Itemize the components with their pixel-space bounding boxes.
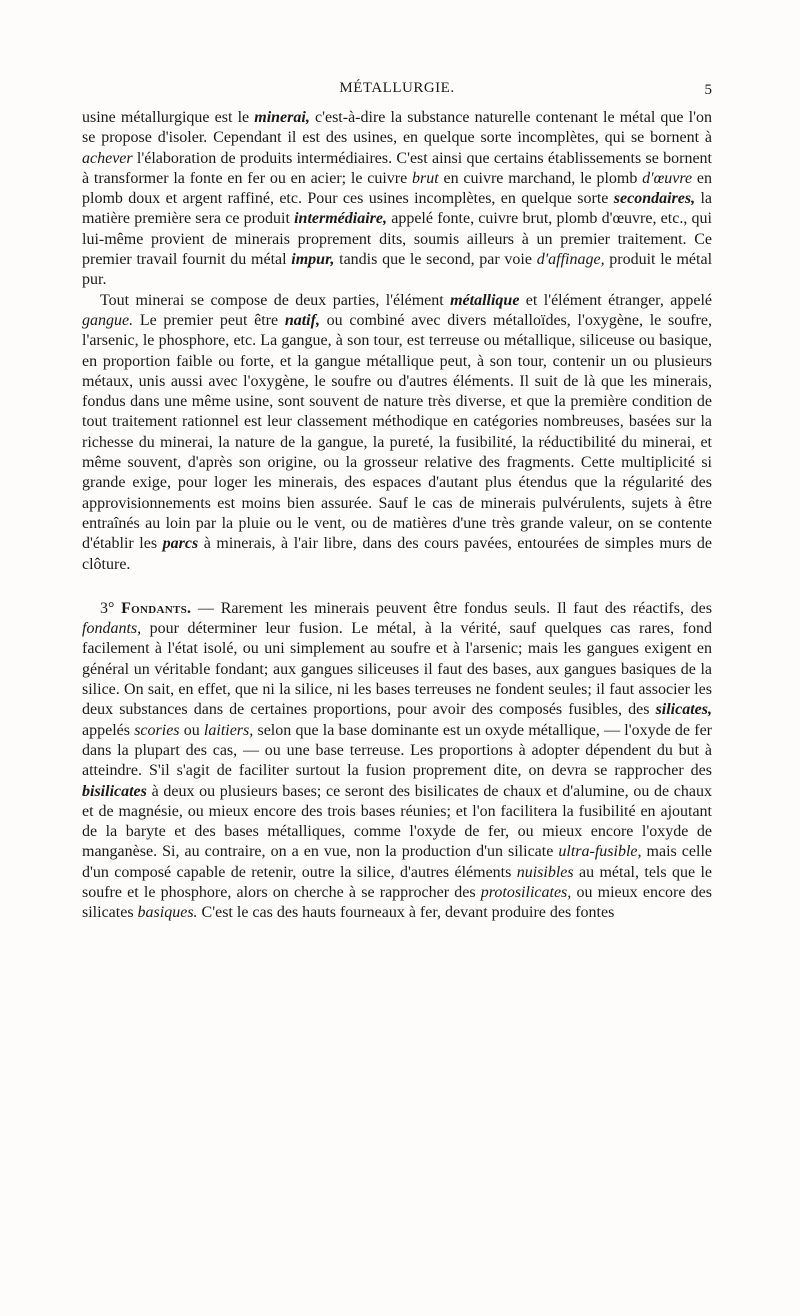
page-number: 5 xyxy=(704,82,712,98)
italic-term: fondants, xyxy=(82,620,142,638)
text-run: — Rarement les minerais peuvent être fondus seuls. Il faut des réactifs, des xyxy=(191,599,712,617)
section-heading: Fondants. xyxy=(121,599,192,617)
text-run: à minerais, à l'air libre, dans des cours pavées, entourées de simples murs de clôture. xyxy=(82,535,713,573)
text-run: mais celle d'un composé capable de retenir, outre la silice, d'autres éléments xyxy=(82,843,712,881)
text-run: usine métallurgique est le xyxy=(82,109,255,126)
emphasized-term: parcs xyxy=(162,535,199,553)
italic-term: d'œuvre xyxy=(642,169,693,187)
italic-term: laitiers, xyxy=(203,721,254,739)
emphasized-term: impur, xyxy=(291,251,335,269)
emphasized-term: minerai, xyxy=(254,109,310,126)
italic-term: gangue. xyxy=(82,311,134,329)
text-run: tandis que le second, par voie xyxy=(334,251,537,269)
text-run: Tout minerai se compose de deux parties, l'élément xyxy=(100,291,451,309)
text-run: 3° xyxy=(100,599,122,617)
text-run: en plomb doux et argent raffiné, etc. Pour ces usines incomplètes, en quelque sorte xyxy=(82,169,713,208)
italic-term: d'affinage, xyxy=(536,251,605,269)
paragraph xyxy=(82,108,712,291)
text-run: et l'élément étranger, appelé xyxy=(519,291,712,309)
text-run: produit le métal pur. xyxy=(82,251,713,289)
text-run: c'est-à-dire la substance naturelle contenant le métal que l'on se propose d'isoler. Cependant il est des usines, en quelque sorte incomplètes, qui se bornent à xyxy=(82,109,712,147)
emphasized-term: métallique xyxy=(450,291,520,309)
italic-term: ultra-fusible, xyxy=(558,843,642,861)
emphasized-term: silicates, xyxy=(655,701,712,719)
text-run: C'est le cas des hauts fourneaux à fer, devant produire des fontes xyxy=(197,904,615,922)
text-run: l'élaboration de produits intermédiaires. C'est ainsi que certains établissements se bornent à transformer la fonte en fer ou en acier; le cuivre xyxy=(82,149,712,187)
text-run: appelé fonte, cuivre brut, plomb d'œuvre, etc., qui lui-même provient de minerais proprement dits, soumis ailleurs à un premier traitement. Ce premier travail fournit du métal xyxy=(82,210,712,269)
italic-term: achever xyxy=(82,149,133,167)
text-run: appelés xyxy=(82,721,135,739)
italic-term: protosilicates, xyxy=(480,883,572,901)
body-text xyxy=(82,108,712,924)
text-run: au métal, tels que le soufre et le phosphore, alors on cherche à se rapprocher des xyxy=(82,863,712,901)
emphasized-term: natif, xyxy=(284,311,320,329)
paragraph xyxy=(82,291,712,575)
text-run: pour déterminer leur fusion. Le métal, à la vérité, sauf quelques cas rares, fond facilement à l'état isolé, ou uni simplement au soufre et à l'arsenic; mais les gangues exigent en général un véritable fondant; aux gangues siliceuses il faut des bases, aux gangues basiques de la silice. On sait, en effet, que ni la silice, ni les bases terreuses ne fondent seules; il faut associer les deux substances dans de certaines proportions, pour avoir des composés fusibles, des xyxy=(82,620,712,719)
italic-term: brut xyxy=(412,169,439,187)
page-header xyxy=(82,80,712,106)
section-paragraph xyxy=(82,599,712,924)
emphasized-term: bisilicates xyxy=(82,782,147,800)
text-run: la matière première sera ce produit xyxy=(82,190,713,228)
text-run: ou xyxy=(179,721,204,739)
italic-term: nuisibles xyxy=(516,863,574,881)
emphasized-term: secondaires, xyxy=(613,190,696,208)
italic-term: scories xyxy=(134,721,180,739)
text-run: selon que la base dominante est un oxyde métallique, — l'oxyde de fer dans la plupart des cas, — ou une base terreuse. Les proportions à adopter dépendent du but à atteindre. S'il s'agit de faciliter surtout la fusion proprement dite, on devra se rapprocher des xyxy=(82,721,712,780)
text-run: à deux ou plusieurs bases; ce seront des bisilicates de chaux et d'alumine, ou de chaux et de magnésie, ou mieux encore des trois bases réunies; et l'on facilitera la fusibilité en ajoutant de la baryte et des bases métalliques, comme l'oxyde de fer, ou mieux encore l'oxyde de manganèse. Si, au contraire, on a en vue, non la production d'un silicate xyxy=(82,782,712,861)
text-run: Le premier peut être xyxy=(133,311,285,329)
emphasized-term: intermédiaire, xyxy=(294,210,387,228)
text-run: ou mieux encore des silicates xyxy=(82,883,712,922)
italic-term: basiques. xyxy=(137,904,198,922)
text-run: en cuivre marchand, le plomb xyxy=(438,169,643,187)
text-run: ou combiné avec divers métalloïdes, l'oxygène, le soufre, l'arsenic, le phosphore, etc. La gangue, à son tour, est terreuse ou métallique, siliceuse ou basique, en proportion faible ou forte, et la gangue métallique peut, à son tour, contenir un ou plusieurs métaux, unis aussi avec l'oxygène, le soufre ou d'autres éléments. Il suit de là que les minerais, fondus dans une même usine, sont souvent de nature très diverse, et que la première condition de tout traitement rationnel est leur classement méthodique en catégories nombreuses, basées sur la richesse du minerai, la nature de la gangue, la pureté, la fusibilité, la réductibilité du minerai, et même souvent, d'après son origine, ou la grosseur relative des fragments. Cette multiplicité si grande exige, pour loger les minerais, des espaces d'autant plus étendus que la régularité des approvisionnements est moins bien assurée. Sauf le cas de minerais pulvérulents, sujets à être entraînés au loin par la pluie ou le vent, ou de matières d'une très grande valeur, on se contente d'établir les xyxy=(82,311,712,553)
running-title: MÉTALLURGIE. xyxy=(339,80,455,96)
